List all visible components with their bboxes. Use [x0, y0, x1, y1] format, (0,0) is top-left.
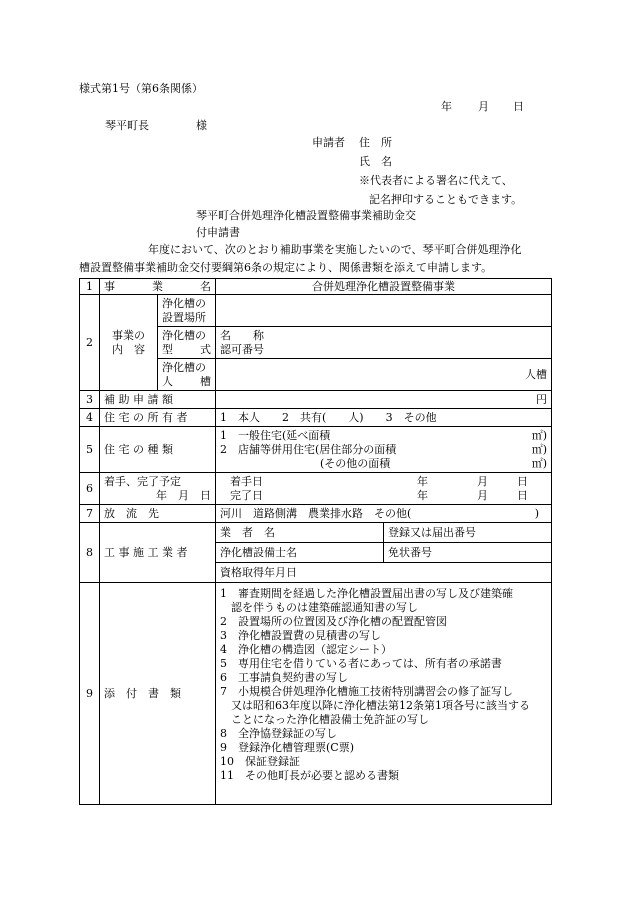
row-attachments: [80, 583, 552, 805]
end-month: 月: [477, 488, 488, 502]
subsidy-amount-value[interactable]: 円: [216, 391, 552, 409]
list-item: 4 浄化槽の構造図（認定シート）: [220, 643, 392, 656]
attachments-label: 添 付 書 類: [100, 583, 216, 805]
shop-house-text: 2 店舗等併用住宅(居住部分の面積: [220, 442, 397, 456]
discharge-options[interactable]: [216, 505, 552, 523]
company-name-cell[interactable]: 業 者 名: [216, 523, 384, 543]
intro-line-2: 槽設置整備事業補助金交付要綱第6条の規定により、関係書類を添えて申請します。: [79, 261, 493, 274]
list-item: 3 浄化槽設置費の見積書の写し: [220, 629, 381, 642]
model-label: [158, 327, 216, 359]
row-house-type: [80, 427, 552, 473]
content-label-line-2: 内 容: [112, 342, 145, 356]
model-label-line-1: 浄化槽の: [162, 328, 206, 342]
end-date-label: 完了日: [230, 488, 263, 502]
registration-number-cell[interactable]: 登録又は届出番号: [384, 523, 552, 543]
list-item: 認を伴うものは建築確認通知書の写し: [220, 601, 418, 614]
list-item: 又は昭和63年度以降に浄化槽法第12条第1項各号に該当する: [220, 699, 530, 712]
discharge-options-text: 河川 道路側溝 農業排水路 その他(: [220, 506, 412, 520]
house-type-other: [220, 457, 547, 471]
model-name-label: 名 称: [220, 328, 264, 342]
capacity-label: [158, 359, 216, 391]
row-schedule: [80, 473, 552, 505]
signature-note-2: 記名押印することもできます。: [369, 193, 523, 206]
attachments-list: [216, 583, 552, 805]
capacity-value[interactable]: 人槽: [216, 359, 552, 391]
list-item: 7 小規模合併処理浄化槽施工技術特別講習会の修了証写し: [220, 685, 513, 698]
location-label-line-2: 設置場所: [162, 310, 206, 324]
model-label-line-2: 型 式: [162, 342, 211, 356]
row-number: 8: [80, 523, 100, 583]
house-type-options[interactable]: [216, 427, 552, 473]
location-label: [158, 295, 216, 327]
signature-note-1: ※代表者による署名に代えて、: [359, 174, 513, 187]
location-value[interactable]: [216, 295, 552, 327]
area-unit: ㎡): [531, 442, 547, 456]
capacity-label-line-1: 浄化槽の: [162, 360, 206, 374]
schedule-label: [100, 473, 216, 505]
list-item: 8 全浄協登録証の写し: [220, 727, 337, 740]
owner-label: 住 宅 の 所 有 者: [100, 409, 216, 427]
end-year: 年: [417, 488, 428, 502]
applicant-label: 申請者: [312, 136, 345, 149]
schedule-label-line-2: 年 月 日: [156, 488, 211, 502]
list-item: 2 設置場所の位置図及び浄化槽の配置配管図: [220, 615, 447, 628]
approval-number-label: 認可番号: [220, 342, 264, 356]
house-type-label: 住 宅 の 種 類: [100, 427, 216, 473]
row-number: 5: [80, 427, 100, 473]
location-label-line-1: 浄化槽の: [162, 296, 206, 310]
contractor-label: 工 事 施 工 業 者: [100, 523, 216, 583]
discharge-label: 放 流 先: [100, 505, 216, 523]
row-number: 6: [80, 473, 100, 505]
content-label-line-1: 事業の: [112, 328, 145, 342]
general-house-text: 1 一般住宅(延べ面積: [220, 428, 331, 442]
schedule-label-line-1: 着手、完了予定: [104, 474, 181, 488]
list-item: 1 審査期間を経過した浄化槽設置届出書の写し及び建築確: [220, 587, 513, 600]
owner-options[interactable]: 1 本人 2 共有( 人) 3 その他: [216, 409, 552, 427]
qualification-date-cell[interactable]: 資格取得年月日: [216, 563, 552, 583]
schedule-dates[interactable]: [216, 473, 552, 505]
area-unit: ㎡): [531, 456, 547, 470]
row-number: 2: [80, 295, 100, 391]
capacity-label-line-2: 人 槽: [162, 374, 211, 388]
area-unit: ㎡): [531, 428, 547, 442]
end-day: 日: [517, 488, 528, 502]
start-year: 年: [417, 474, 428, 488]
subsidy-amount-label: 補 助 申 請 額: [100, 391, 216, 409]
document-title-line-2: 付申請書: [196, 226, 240, 239]
content-label: [100, 295, 158, 391]
document-title-line-1: 琴平町合併処理浄化槽設置整備事業補助金交: [196, 209, 416, 222]
list-item: 10 保証登録証: [220, 755, 300, 768]
technician-name-cell[interactable]: 浄化槽設備士名: [216, 543, 384, 563]
row-discharge: [80, 505, 552, 523]
other-area-text: (その他の面積: [320, 456, 391, 470]
house-type-general: [220, 429, 547, 443]
model-value[interactable]: [216, 327, 552, 359]
license-number-cell[interactable]: 免状番号: [384, 543, 552, 563]
application-table: [79, 278, 552, 805]
row-number: 1: [80, 279, 100, 295]
discharge-options-line: [220, 507, 547, 521]
list-item: 9 登録浄化槽管理票(C票): [220, 741, 354, 754]
list-item: 5 専用住宅を借りている者にあっては、所有者の承諾書: [220, 657, 502, 670]
row-number: 3: [80, 391, 100, 409]
address-label: 住 所: [359, 136, 392, 149]
row-subsidy-amount: [80, 391, 552, 409]
row-owner: [80, 409, 552, 427]
addressee: 琴平町長: [105, 119, 149, 132]
project-name-value: 合併処理浄化槽設置整備事業: [216, 279, 552, 295]
schedule-date-grid: [220, 475, 547, 503]
row-number: 9: [80, 583, 100, 805]
start-month: 月: [477, 474, 488, 488]
list-item: ことになった浄化槽設備士免許証の写し: [220, 713, 429, 726]
honorific: 様: [196, 119, 207, 132]
row-content-location: [80, 295, 552, 327]
intro-line-1: 年度において、次のとおり補助事業を実施したいので、琴平町合併処理浄化: [148, 243, 522, 256]
name-label: 氏 名: [359, 155, 392, 168]
date-day: 日: [513, 100, 524, 113]
list-item: 6 工事請負契約書の写し: [220, 671, 348, 684]
row-contractor-1: [80, 523, 552, 543]
row-number: 4: [80, 409, 100, 427]
date-month: 月: [478, 100, 489, 113]
discharge-close-paren: ): [534, 506, 539, 520]
project-name-label: 事 業 名: [100, 279, 216, 295]
house-type-shop: [220, 443, 547, 457]
date-year: 年: [441, 100, 452, 113]
start-day: 日: [517, 474, 528, 488]
row-project-name: [80, 279, 552, 295]
start-date-label: 着手日: [230, 474, 263, 488]
row-number: 7: [80, 505, 100, 523]
form-number: 様式第1号（第6条関係）: [79, 82, 203, 95]
list-item: 11 その他町長が必要と認める書類: [220, 769, 399, 782]
